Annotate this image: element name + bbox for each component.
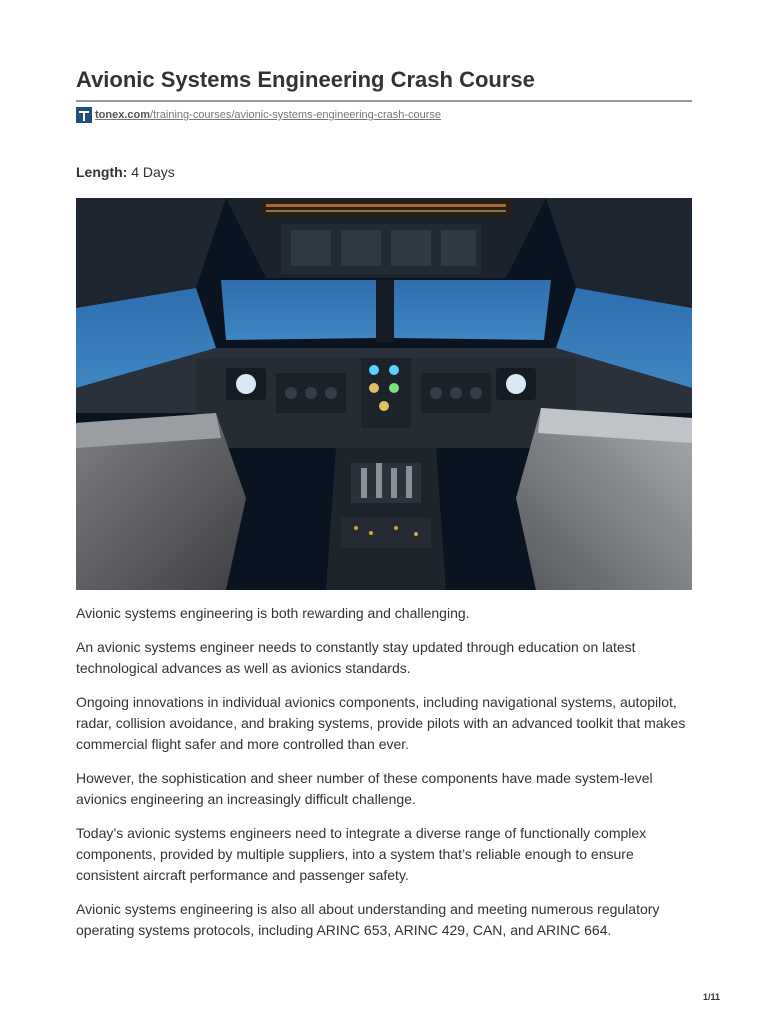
- page-title: Avionic Systems Engineering Crash Course: [76, 67, 535, 92]
- paragraph: An avionic systems engineer needs to constantly stay updated through education on latest technological advances as well as avionics standards.: [76, 639, 636, 676]
- paragraph: Avionic systems engineering is both rewarding and challenging.: [76, 605, 470, 621]
- paragraph: Avionic systems engineering is also all about understanding and meeting numerous regulatory operating systems protocols, including ARINC 653, ARINC 429, CAN, and ARINC 664.: [76, 901, 660, 938]
- source-domain: tonex.com: [95, 109, 151, 121]
- cockpit-illustration: [76, 198, 692, 590]
- article-body: [76, 603, 692, 954]
- paragraph: Today’s avionic systems engineers need to integrate a diverse range of functionally complex components, provided by multiple suppliers, into a system that’s reliable enough to ensure consistent aircraft performance and passenger safety.: [76, 825, 647, 883]
- tonex-logo-icon: [76, 107, 92, 123]
- course-length: [76, 162, 175, 182]
- title-divider: [76, 100, 692, 102]
- source-link-row: [76, 106, 441, 124]
- cockpit-image: [76, 198, 692, 590]
- length-value: 4 Days: [127, 164, 175, 180]
- length-label: Length:: [76, 164, 128, 180]
- page-number: 1/11: [702, 992, 720, 1002]
- source-url-link[interactable]: [95, 106, 441, 124]
- paragraph: However, the sophistication and sheer number of these components have made system-level avionics engineering an increasingly difficult challenge.: [76, 770, 653, 807]
- source-path: /training-courses/avionic-systems-engineering-crash-course: [150, 109, 442, 121]
- paragraph: Ongoing innovations in individual avionics components, including navigational systems, autopilot, radar, collision avoidance, and braking systems, provide pilots with an advanced toolkit that makes commercial flight safer and more controlled than ever.: [76, 694, 686, 752]
